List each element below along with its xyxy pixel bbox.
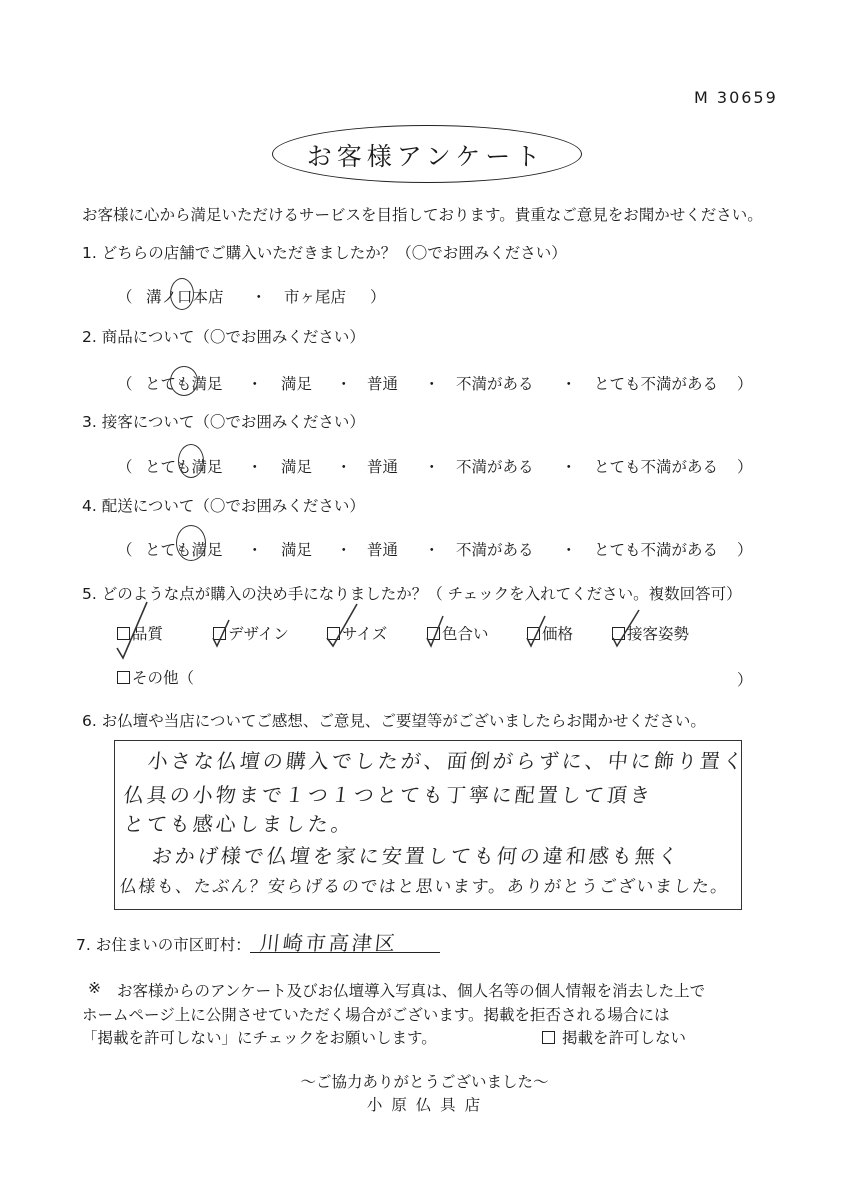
q3-option-very-dissatisfied[interactable]: とても不満がある	[594, 458, 719, 476]
q6-answer-line-2: 仏具の小物まで１つ１つとても丁寧に配置して頂き	[122, 783, 655, 807]
q5-option-other[interactable]	[117, 666, 194, 688]
q5-option-label: 接客姿勢	[627, 625, 690, 643]
check-mark-design	[213, 620, 229, 646]
q6-answer-line-5: 仏様も、たぶん？安らげるのではと思います。ありがとうございました。	[118, 877, 730, 897]
check-mark-price	[527, 616, 545, 646]
closing-message: ～ご協力ありがとうございました～	[300, 1073, 549, 1091]
notice-mark: ※	[88, 979, 101, 997]
q3-close-paren: ）	[737, 458, 753, 476]
q1-option-mizonokuchi[interactable]: 溝ノ口本店	[146, 288, 224, 306]
q4-sep: ・	[424, 541, 440, 559]
check-mark-size	[327, 604, 357, 646]
page-title: お客様アンケート	[306, 142, 546, 171]
q4-sep: ・	[247, 541, 263, 559]
shop-name: 小 原 仏 具 店	[366, 1096, 483, 1114]
q3-sep: ・	[424, 458, 440, 476]
q3-label: 3. 接客について（〇でお囲みください）	[82, 413, 365, 431]
q5-option-label: 品質	[132, 625, 164, 643]
q5-option-label: サイズ	[342, 625, 388, 643]
q2-option-satisfied[interactable]: 満足	[281, 375, 313, 393]
q5-option-label: デザイン	[228, 625, 289, 643]
q5-other-close-paren: ）	[737, 671, 753, 689]
intro-text: お客様に心から満足いただけるサービスを目指しております。貴重なご意見をお聞かせください。	[82, 206, 763, 224]
q1-label: 1. どちらの店舗でご購入いただきましたか？（〇でお囲みください）	[82, 244, 567, 262]
q1-handwritten-circle	[170, 278, 194, 310]
notice-line-1: お客様からのアンケート及びお仏壇導入写真は、個人名等の個人情報を消去した上で	[117, 982, 706, 1000]
document-id: M 30659	[694, 88, 778, 107]
q6-answer-line-4: おかげ様で仏壇を家に安置しても何の違和感も無く	[150, 844, 683, 868]
q2-handwritten-circle	[170, 366, 198, 396]
q3-sep: ・	[247, 458, 263, 476]
q1-separator: ・	[251, 288, 267, 306]
checkbox[interactable]	[117, 671, 130, 684]
q6-label: 6. お仏壇や当店についてご感想、ご意見、ご要望等がございましたらお聞かせください。	[82, 712, 706, 730]
q7-answer: 川崎市高津区	[258, 931, 400, 955]
q4-option-satisfied[interactable]: 満足	[281, 541, 313, 559]
opt-out-checkbox[interactable]	[542, 1031, 555, 1044]
q2-option-dissatisfied[interactable]: 不満がある	[456, 375, 534, 393]
q2-label: 2. 商品について（〇でお囲みください）	[82, 328, 365, 346]
q7-label: 7. お住まいの市区町村：	[76, 936, 251, 954]
q2-option-normal[interactable]: 普通	[367, 375, 399, 393]
q3-open-paren: （	[117, 458, 133, 476]
q4-sep: ・	[561, 541, 577, 559]
q3-option-dissatisfied[interactable]: 不満がある	[456, 458, 534, 476]
check-mark-color	[427, 616, 443, 646]
q2-sep: ・	[247, 375, 263, 393]
q3-option-satisfied[interactable]: 満足	[281, 458, 313, 476]
q2-close-paren: ）	[737, 375, 753, 393]
q4-handwritten-circle	[176, 525, 206, 561]
opt-out-option[interactable]	[542, 1026, 686, 1048]
q5-option-label: 色合い	[442, 625, 489, 643]
q1-close-paren: ）	[370, 288, 386, 306]
q7-underline	[250, 952, 440, 953]
q1-option-ichigao[interactable]: 市ヶ尾店	[284, 288, 347, 306]
q2-sep: ・	[336, 375, 352, 393]
q4-close-paren: ）	[737, 541, 753, 559]
q4-open-paren: （	[117, 541, 133, 559]
q3-sep: ・	[336, 458, 352, 476]
q2-open-paren: （	[117, 375, 133, 393]
q4-option-normal[interactable]: 普通	[367, 541, 399, 559]
notice-line-2: ホームページ上に公開させていただく場合がございます。掲載を拒否される場合には	[82, 1006, 670, 1024]
q4-sep: ・	[336, 541, 352, 559]
q4-label: 4. 配送について（〇でお囲みください）	[82, 497, 365, 515]
q3-sep: ・	[561, 458, 577, 476]
q1-open-paren: （	[117, 288, 133, 306]
check-mark-quality	[117, 602, 147, 658]
q4-option-very-satisfied[interactable]: とても満足	[145, 541, 223, 559]
q2-option-very-satisfied[interactable]: とても満足	[145, 375, 223, 393]
q2-option-very-dissatisfied[interactable]: とても不満がある	[594, 375, 719, 393]
q4-option-dissatisfied[interactable]: 不満がある	[456, 541, 534, 559]
opt-out-label: 掲載を許可しない	[561, 1029, 686, 1047]
notice-line-3: 「掲載を許可しない」にチェックをお願いします。	[82, 1029, 437, 1047]
q6-answer-line-1: 小さな仏壇の購入でしたが、面倒がらずに、中に飾り置く	[146, 749, 748, 773]
q3-handwritten-circle	[178, 444, 204, 478]
q6-answer-line-3: とても感心しました。	[122, 812, 356, 836]
q5-label: 5. どのような点が購入の決め手になりましたか？（ チェックを入れてください。複数回答可）	[82, 585, 742, 603]
q5-option-label: 価格	[542, 625, 574, 643]
check-mark-service	[613, 610, 639, 646]
q4-option-very-dissatisfied[interactable]: とても不満がある	[594, 541, 719, 559]
handwritten-check-marks	[105, 598, 765, 678]
q2-sep: ・	[424, 375, 440, 393]
q5-other-label: その他（	[132, 669, 195, 687]
q3-option-very-satisfied[interactable]: とても満足	[145, 458, 223, 476]
q2-sep: ・	[561, 375, 577, 393]
q3-option-normal[interactable]: 普通	[367, 458, 399, 476]
